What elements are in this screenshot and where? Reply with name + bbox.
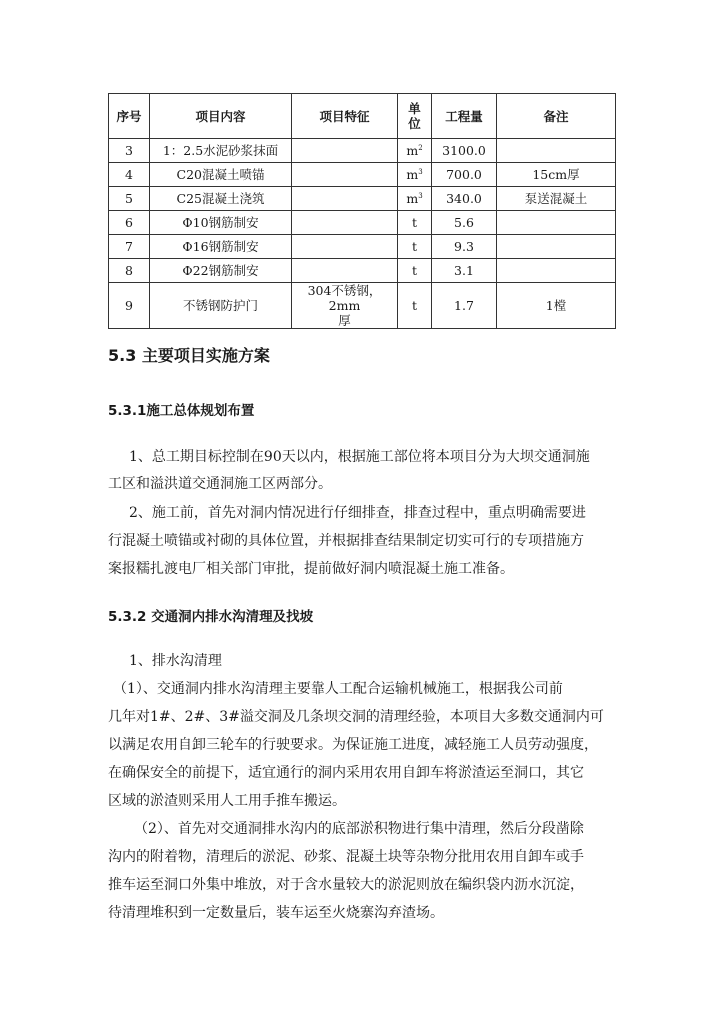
cell-content: C25混凝土浇筑 [150,187,292,211]
cell-qty: 3100.0 [432,139,497,163]
paragraph-line: 区域的淤渣则采用人工用手推车搬运。 [108,793,346,809]
paragraph-line: 1、总工期目标控制在90天以内，根据施工部位将本项目分为大坝交通洞施 [129,449,590,465]
cell-no: 3 [109,139,150,163]
cell-unit: t [398,259,432,283]
table-row [109,139,616,163]
cell-qty: 9.3 [432,235,497,259]
cell-qty: 1.7 [432,283,497,329]
section-heading-5-3: 5.3 主要项目实施方案 [108,346,270,365]
cell-no: 7 [109,235,150,259]
cell-feature [292,211,398,235]
cell-feature [292,163,398,187]
cell-note [497,139,616,163]
paragraph-line: 以满足农用自卸三轮车的行驶要求。为保证施工进度，减轻施工人员劳动强度， [108,737,598,753]
cell-note: 泵送混凝土 [497,187,616,211]
paragraph-line: 案报糯扎渡电厂相关部门审批，提前做好洞内喷混凝土施工准备。 [108,561,514,577]
section-heading-5-3-2: 5.3.2 交通洞内排水沟清理及找坡 [108,609,314,625]
cell-qty: 3.1 [432,259,497,283]
table-row [109,283,616,329]
cell-note: 15cm厚 [497,163,616,187]
section-heading-5-3-1: 5.3.1施工总体规划布置 [108,403,255,419]
cell-feature [292,187,398,211]
header-content: 项目内容 [150,94,292,139]
paragraph-line: 行混凝土喷锚或衬砌的具体位置，并根据排查结果制定切实可行的专项措施方 [108,533,584,549]
cell-no: 5 [109,187,150,211]
cell-unit: t [398,211,432,235]
paragraph-line: 待清理堆积到一定数量后，装车运至火烧寨沟弃渣场。 [108,905,444,921]
cell-qty: 5.6 [432,211,497,235]
cell-no: 9 [109,283,150,329]
cell-unit: t [398,283,432,329]
paragraph-line: 几年对1#、2#、3#溢交洞及几条坝交洞的清理经验，本项目大多数交通洞内可 [108,709,604,725]
cell-unit: $m^2$ [398,139,432,163]
paragraph-line: （2）、首先对交通洞排水沟内的底部淤积物进行集中清理，然后分段凿除 [134,821,584,837]
cell-note: 1樘 [497,283,616,329]
header-unit: 单 位 [398,94,432,139]
paragraph-line: 工区和溢洪道交通洞施工区两部分。 [108,476,332,492]
table-row [109,235,616,259]
cell-unit: $m^3$ [398,163,432,187]
header-feature: 项目特征 [292,94,398,139]
cell-no: 4 [109,163,150,187]
cell-content: Φ16钢筋制安 [150,235,292,259]
paragraph-line: 2、施工前，首先对洞内情况进行仔细排查，排查过程中，重点明确需要进 [129,505,586,521]
table-header-row [109,94,616,139]
cell-note [497,259,616,283]
cell-content: 1：2.5水泥砂浆抹面 [150,139,292,163]
header-note: 备注 [497,94,616,139]
header-qty: 工程量 [432,94,497,139]
cell-qty: 700.0 [432,163,497,187]
cell-note [497,211,616,235]
cell-feature [292,259,398,283]
cell-unit: $m^3$ [398,187,432,211]
paragraph-line: 推车运至洞口外集中堆放，对于含水量较大的淤泥则放在编织袋内沥水沉淀， [108,877,584,893]
cell-feature [292,235,398,259]
cell-content: C20混凝土喷锚 [150,163,292,187]
cell-content: 不锈钢防护门 [150,283,292,329]
paragraph-line: 沟内的附着物，清理后的淤泥、砂浆、混凝土块等杂物分批用农用自卸车或手 [108,849,584,865]
cell-no: 8 [109,259,150,283]
paragraph-line: 在确保安全的前提下，适宜通行的洞内采用农用自卸车将淤渣运至洞口，其它 [108,765,584,781]
cell-content: Φ22钢筋制安 [150,259,292,283]
header-no: 序号 [109,94,150,139]
paragraph-line: （1）、交通洞内排水沟清理主要靠人工配合运输机械施工，根据我公司前 [113,681,563,697]
cell-unit: t [398,235,432,259]
table-row [109,211,616,235]
cell-content: Φ10钢筋制安 [150,211,292,235]
cell-qty: 340.0 [432,187,497,211]
cell-note [497,235,616,259]
table-row [109,259,616,283]
table-row [109,163,616,187]
table-row [109,187,616,211]
list-item-heading: 1、排水沟清理 [129,653,222,669]
cell-feature [292,139,398,163]
cell-feature: 304不锈钢，2mm 厚 [292,283,398,329]
quantity-table [108,93,616,329]
cell-no: 6 [109,211,150,235]
